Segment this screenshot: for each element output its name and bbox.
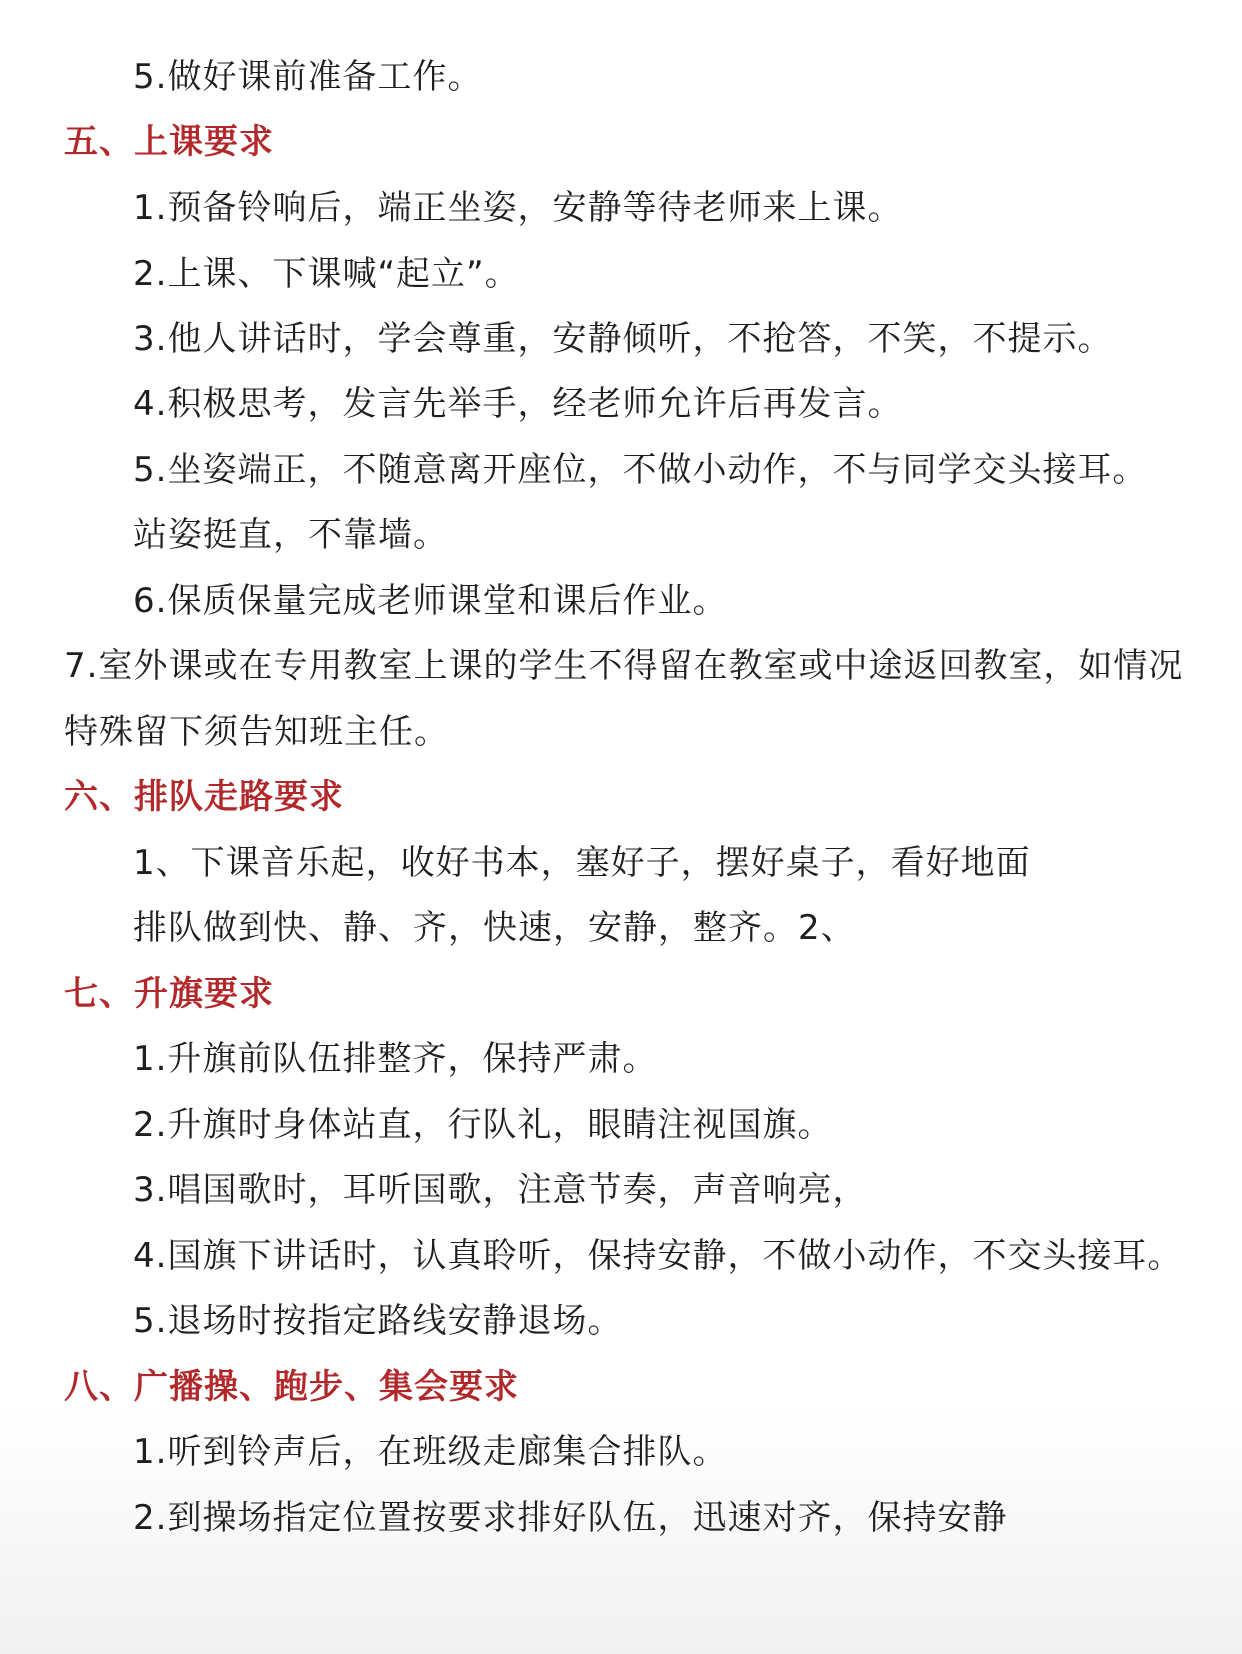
rule-line: 1、下课音乐起，收好书本，塞好子，摆好桌子，看好地面 [133,843,1031,883]
section-heading: 五、上课要求 [64,122,274,162]
section-heading: 六、排队走路要求 [64,777,344,817]
rule-line: 特殊留下须告知班主任。 [64,712,449,752]
rule-line: 1.听到铃声后，在班级走廊集合排队。 [133,1432,728,1472]
rule-line: 5.退场时按指定路线安静退场。 [133,1301,623,1341]
rule-line: 6.保质保量完成老师课堂和课后作业。 [133,581,728,621]
rule-line: 3.唱国歌时，耳听国歌，注意节奏，声音响亮， [133,1170,868,1210]
rule-line: 1.预备铃响后，端正坐姿，安静等待老师来上课。 [133,188,903,228]
rule-line: 2.上课、下课喊“起立”。 [133,254,520,294]
rule-line: 5.做好课前准备工作。 [133,57,483,97]
rule-line: 站姿挺直，不靠墙。 [133,515,448,555]
rule-line: 5.坐姿端正，不随意离开座位，不做小动作，不与同学交头接耳。 [133,450,1148,490]
rule-line: 3.他人讲话时，学会尊重，安静倾听，不抢答，不笑，不提示。 [133,319,1113,359]
rule-line: 2.升旗时身体站直，行队礼，眼睛注视国旗。 [133,1105,833,1145]
rule-line: 排队做到快、静、齐，快速，安静，整齐。2、 [133,908,856,948]
rule-line: 2.到操场指定位置按要求排好队伍，迅速对齐，保持安静 [133,1498,1008,1538]
rule-line: 7.室外课或在专用教室上课的学生不得留在教室或中途返回教室，如情况 [64,646,1184,686]
rule-line: 4.积极思考，发言先举手，经老师允许后再发言。 [133,384,903,424]
rule-line: 1.升旗前队伍排整齐，保持严肃。 [133,1039,658,1079]
section-heading: 八、广播操、跑步、集会要求 [64,1367,519,1407]
rule-line: 4.国旗下讲话时，认真聆听，保持安静，不做小动作，不交头接耳。 [133,1236,1183,1276]
section-heading: 七、升旗要求 [64,974,274,1014]
